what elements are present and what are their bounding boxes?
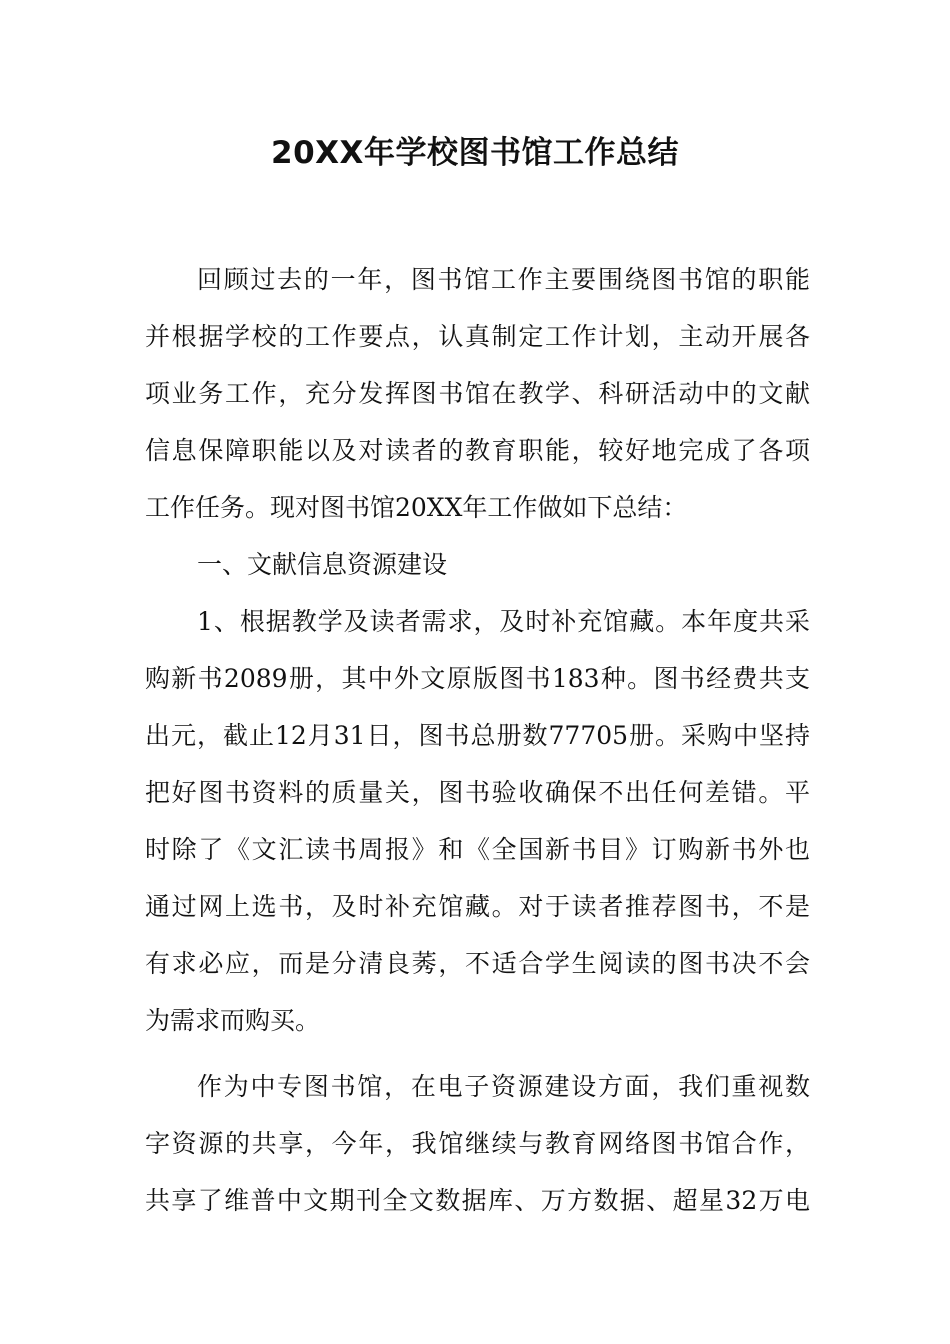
paragraph-line: 有求必应，而是分清良莠，不适合学生阅读的图书决不会 — [145, 949, 810, 978]
paragraph-line: 1、根据教学及读者需求，及时补充馆藏。本年度共采 — [197, 607, 810, 636]
paragraph-line: 字资源的共享，今年，我馆继续与教育网络图书馆合作， — [145, 1129, 810, 1158]
paragraph-line: 共享了维普中文期刊全文数据库、万方数据、超星32万电 — [145, 1186, 810, 1215]
paragraph-line: 为需求而购买。 — [145, 1006, 321, 1035]
paragraph-line: 通过网上选书，及时补充馆藏。对于读者推荐图书，不是 — [145, 892, 810, 921]
paragraph-line: 工作任务。现对图书馆20XX年工作做如下总结： — [145, 493, 688, 522]
paragraph-line: 回顾过去的一年，图书馆工作主要围绕图书馆的职能 — [197, 265, 810, 294]
paragraph-line: 项业务工作，充分发挥图书馆在教学、科研活动中的文献 — [145, 379, 810, 408]
page-title: 20XX年学校图书馆工作总结 — [271, 135, 679, 171]
paragraph-line: 把好图书资料的质量关，图书验收确保不出任何差错。平 — [145, 778, 810, 807]
paragraph-line: 购新书2089册，其中外文原版图书183种。图书经费共支 — [145, 664, 810, 693]
paragraph-line: 出元，截止12月31日，图书总册数77705册。采购中坚持 — [145, 721, 810, 750]
paragraph-line: 时除了《文汇读书周报》和《全国新书目》订购新书外也 — [145, 835, 810, 864]
paragraph-line: 信息保障职能以及对读者的教育职能，较好地完成了各项 — [145, 436, 810, 465]
paragraph-line: 作为中专图书馆，在电子资源建设方面，我们重视数 — [197, 1072, 810, 1101]
section-heading: 一、文献信息资源建设 — [197, 550, 448, 579]
paragraph-line: 并根据学校的工作要点，认真制定工作计划，主动开展各 — [145, 322, 810, 351]
